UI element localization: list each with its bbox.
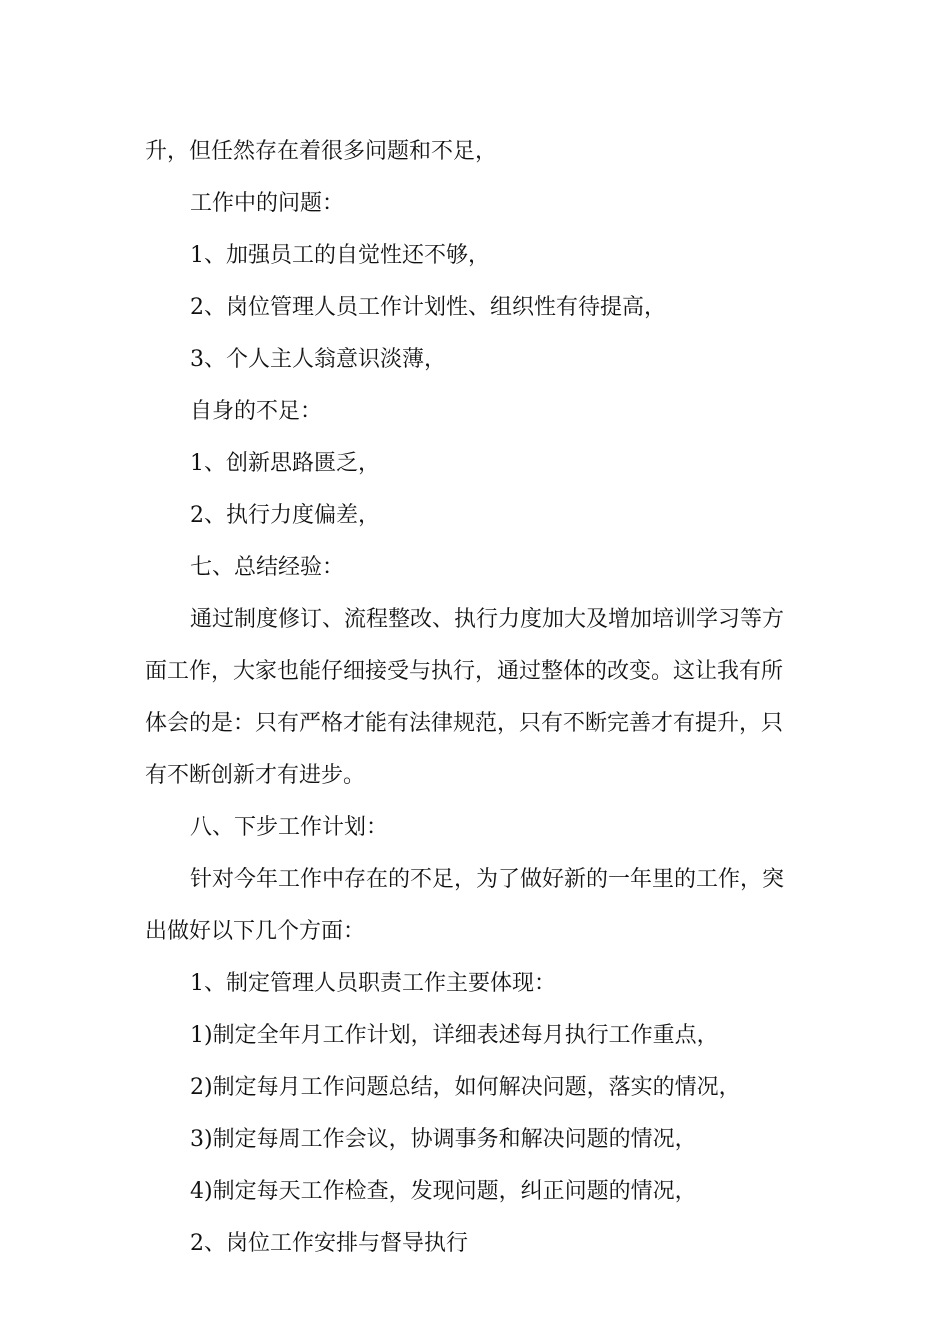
plan-item: 1、制定管理人员职责工作主要体现： <box>190 971 556 996</box>
summary-line: 体会的是：只有严格才能有法律规范，只有不断完善才有提升，只 <box>145 711 784 736</box>
plan-subitem: 3)制定每周工作会议，协调事务和解决问题的情况， <box>190 1127 697 1152</box>
plan-intro-line: 针对今年工作中存在的不足，为了做好新的一年里的工作，突 <box>190 867 785 892</box>
summary-line: 通过制度修订、流程整改、执行力度加大及增加培训学习等方 <box>190 607 785 632</box>
list-item: 1、加强员工的自觉性还不够， <box>190 243 490 268</box>
summary-line: 有不断创新才有进步。 <box>145 763 366 788</box>
list-item: 1、创新思路匮乏， <box>190 451 380 476</box>
paragraph-continuation: 升，但任然存在着很多问题和不足， <box>145 139 498 164</box>
section-heading-plan: 八、下步工作计划： <box>190 815 389 840</box>
summary-line: 面工作，大家也能仔细接受与执行，通过整体的改变。这让我有所 <box>145 659 784 684</box>
plan-intro-paragraph <box>145 854 807 958</box>
plan-subitem: 2)制定每月工作问题总结，如何解决问题，落实的情况， <box>190 1075 741 1100</box>
plan-subitem: 4)制定每天工作检查，发现问题，纠正问题的情况， <box>190 1179 697 1204</box>
document-body <box>145 126 807 1270</box>
section-heading-summary: 七、总结经验： <box>190 555 345 580</box>
summary-paragraph <box>145 594 807 802</box>
plan-item: 2、岗位工作安排与督导执行 <box>190 1231 468 1256</box>
list-item: 2、岗位管理人员工作计划性、组织性有待提高， <box>190 295 666 320</box>
plan-subitem: 1)制定全年月工作计划，详细表述每月执行工作重点， <box>190 1023 719 1048</box>
list-item: 3、个人主人翁意识淡薄， <box>190 347 446 372</box>
list-item: 2、执行力度偏差， <box>190 503 380 528</box>
heading-own-shortcomings: 自身的不足： <box>190 399 323 424</box>
heading-work-problems: 工作中的问题： <box>190 191 345 216</box>
plan-intro-line: 出做好以下几个方面： <box>145 919 366 944</box>
